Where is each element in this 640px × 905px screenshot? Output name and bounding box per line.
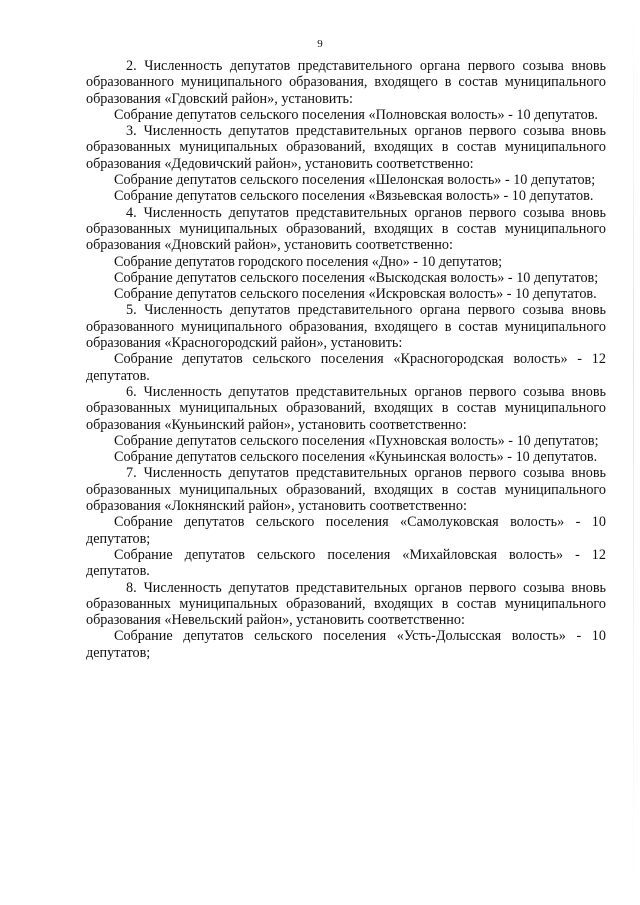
council-entry: Собрание депутатов городского поселения «Дно» - 10 депутатов; bbox=[114, 253, 502, 270]
council-entry: Собрание депутатов сельского поселения «Полновская волость» - 10 депутатов. bbox=[114, 106, 598, 123]
council-entry: Собрание депутатов сельского поселения «Шелонская волость» - 10 депутатов; bbox=[114, 172, 596, 189]
paragraph-item-2: 2. Численность депутатов представительного органа первого созыва вновь образованного муниципального образования, входящего в состав муниципального образования «Гдовский район», установить: bbox=[86, 58, 606, 107]
paragraph-item-3: 3. Численность депутатов представительных органов первого созыва вновь образованных муниципальных образований, входящих в состав муниципального образования «Дедовичский район», установить соответственно: bbox=[86, 123, 606, 172]
document-body bbox=[86, 58, 606, 661]
council-entry: Собрание депутатов сельского поселения «Михайловская волость» - 12 депутатов. bbox=[86, 546, 606, 580]
paragraph-item-7: 7. Численность депутатов представительных органов первого созыва вновь образованных муниципальных образований, входящих в состав муниципального образования «Локнянский район», установить соответственно: bbox=[86, 465, 606, 515]
council-entry: Собрание депутатов сельского поселения «Красногородская волость» - 12 депутатов. bbox=[86, 351, 606, 384]
council-entry: Собрание депутатов сельского поселения «Усть-Долысская волость» - 10 депутатов; bbox=[86, 628, 606, 661]
scan-edge-shadow bbox=[633, 0, 634, 905]
paragraph-item-6: 6. Численность депутатов представительных органов первого созыва вновь образованных муниципальных образований, входящих в состав муниципального образования «Куньинский район», установить соответственно: bbox=[86, 383, 606, 433]
council-entry: Собрание депутатов сельского поселения «Выскодская волость» - 10 депутатов; bbox=[114, 269, 599, 286]
council-entry: Собрание депутатов сельского поселения «Самолуковская волость» - 10 депутатов; bbox=[86, 514, 606, 547]
paragraph-item-5: 5. Численность депутатов представительного органа первого созыва вновь образованного муниципального образования, входящего в состав муниципального образования «Красногородский район», установить: bbox=[86, 302, 606, 352]
paragraph-item-4: 4. Численность депутатов представительных органов первого созыва вновь образованных муниципальных образований, входящих в состав муниципального образования «Дновский район», установить соответственно: bbox=[86, 204, 606, 254]
page-number: 9 bbox=[317, 38, 323, 50]
council-entry: Собрание депутатов сельского поселения «Искровская волость» - 10 депутатов. bbox=[114, 286, 597, 303]
council-entry: Собрание депутатов сельского поселения «Куньинская волость» - 10 депутатов. bbox=[114, 449, 598, 466]
council-entry: Собрание депутатов сельского поселения «Вязьевская волость» - 10 депутатов. bbox=[114, 188, 594, 205]
paragraph-item-8: 8. Численность депутатов представительных органов первого созыва вновь образованных муниципальных образований, входящих в состав муниципального образования «Невельский район», установить соответственно: bbox=[86, 579, 606, 629]
council-entry: Собрание депутатов сельского поселения «Пухновская волость» - 10 депутатов; bbox=[114, 432, 599, 449]
